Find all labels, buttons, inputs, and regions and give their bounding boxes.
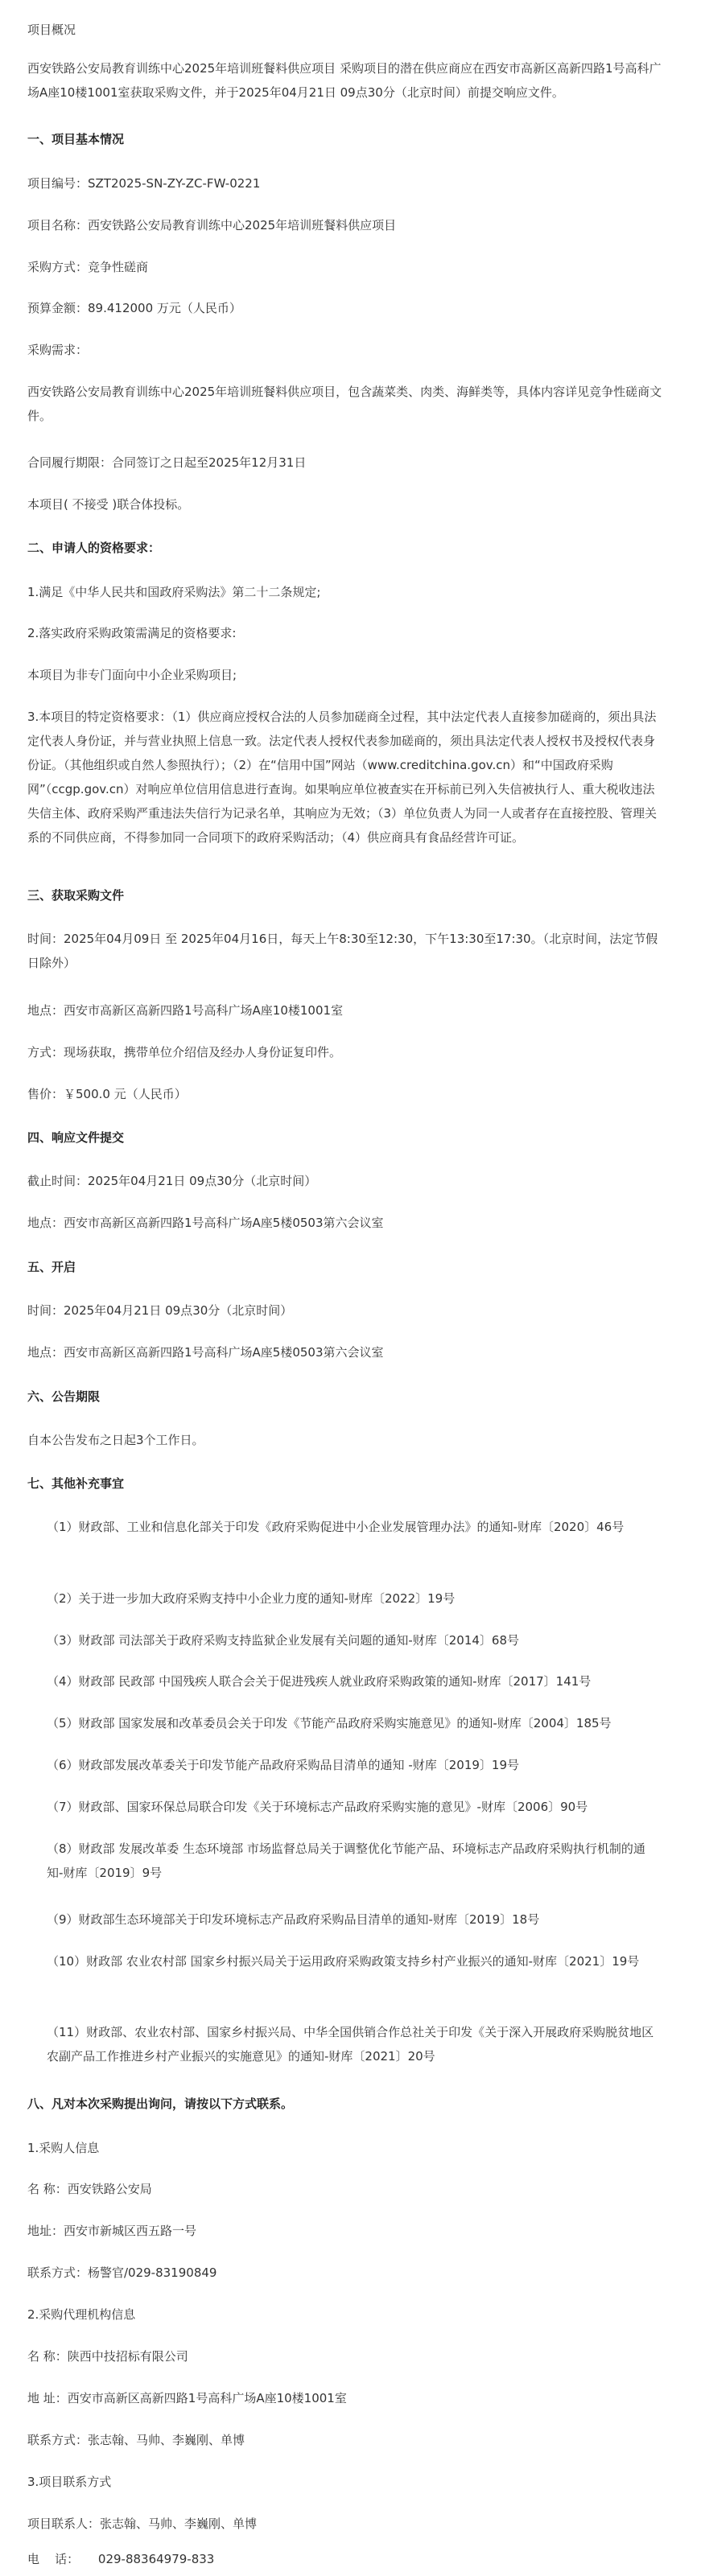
project-overview-label: 项目概况 [27,23,76,37]
agent-address: 地 址：西安市高新区高新四路1号高科广场A座10楼1001室 [27,2391,347,2405]
regulation-item: （1）财政部、工业和信息化部关于印发《政府采购促进中小企业发展管理办法》的通知-财库〔2020〕46号 [47,1520,625,1534]
procurement-need-text: 西安铁路公安局教育训练中心2025年培训班餐料供应项目，包含蔬菜类、肉类、海鲜类等，具体内容详见竞争性磋商文件。 [27,385,662,423]
regulation-item: （2）关于进一步加大政府采购支持中小企业力度的通知-财库〔2022〕19号 [47,1591,456,1606]
project-contact-phone: 电 话： 029-88364979-833 [27,2552,215,2566]
submission-place: 地点：西安市高新区高新四路1号高科广场A座5楼0503第六会议室 [27,1216,384,1230]
regulation-item: （3）财政部 司法部关于政府采购支持监狱企业发展有关问题的通知-财库〔2014〕68号 [47,1633,519,1648]
section-8-title: 八、凡对本次采购提出询问，请按以下方式联系。 [27,2097,294,2111]
obtain-place: 地点：西安市高新区高新四路1号高科广场A座10楼1001室 [27,1003,344,1018]
regulation-item: （10）财政部 农业农村部 国家乡村振兴局关于运用政府采购政策支持乡村产业振兴的通知-财库〔2021〕19号 [47,1954,640,1969]
project-contact-label: 3.项目联系方式 [27,2475,112,2489]
buyer-contact: 联系方式：杨警官/029-83190849 [27,2265,217,2280]
submission-deadline: 截止时间：2025年04月21日 09点30分（北京时间） [27,1174,317,1188]
qualification-2: 2.落实政府采购政策需满足的资格要求: [27,626,237,640]
regulation-item: （6）财政部发展改革委关于印发节能产品政府采购品目清单的通知 -财库〔2019〕19号 [47,1758,519,1772]
agent-contact: 联系方式：张志翰、马帅、李巍刚、单博 [27,2433,245,2447]
agent-name: 名 称：陕西中技招标有限公司 [27,2349,188,2364]
qualification-3: 3.本项目的特定资格要求：（1）供应商应授权合法的人员参加磋商全过程，其中法定代表人直接参加磋商的，须出具法定代表人身份证，并与营业执照上信息一致。法定代表人授权代表参加磋商的，须出具法定代表人授权书及授权代表身份证。（其他组织或自然人参照执行）；（2）在“信用中国”网站（www.creditchina.gov.cn）和“中国政府采购网”（ccgp.gov.cn）对响应单位信用信息进行查询。如果响应单位被查实在开标前已列入失信被执行人、重大税收违法失信主体、政府采购严重违法失信行为记录名单，其响应为无效；（3）单位负责人为同一人或者存在直接控股、管理关系的不同供应商，不得参加同一合同项下的政府采购活动；（4）供应商具有食品经营许可证。 [27,710,658,845]
opening-place: 地点：西安市高新区高新四路1号高科广场A座5楼0503第六会议室 [27,1345,384,1360]
obtain-time: 时间：2025年04月09日 至 2025年04月16日，每天上午8:30至12:30，下午13:30至17:30。（北京时间，法定节假日除外） [27,932,658,970]
procurement-need-label: 采购需求： [27,343,89,357]
announcement-period: 自本公告发布之日起3个工作日。 [27,1433,204,1447]
regulation-item: （8）财政部 发展改革委 生态环境部 市场监督总局关于调整优化节能产品、环境标志产品政府采购执行机制的通知-财库〔2019〕9号 [47,1841,645,1880]
intro-paragraph: 西安铁路公安局教育训练中心2025年培训班餐料供应项目 采购项目的潜在供应商应在西安市高新区高新四路1号高科广场A座10楼1001室获取采购文件，并于2025年04月21日 09点30分（北京时间）前提交响应文件。 [27,61,662,100]
obtain-way: 方式：现场获取，携带单位介绍信及经办人身份证复印件。 [27,1045,342,1060]
qualification-1: 1.满足《中华人民共和国政府采购法》第二十二条规定; [27,585,321,599]
section-5-title: 五、开启 [27,1260,76,1274]
section-1-title: 一、项目基本情况 [27,132,125,146]
document-price: 售价：￥500.0 元（人民币） [27,1087,187,1101]
section-6-title: 六、公告期限 [27,1389,101,1404]
budget-amount: 预算金额：89.412000 万元（人民币） [27,301,241,315]
buyer-name: 名 称：西安铁路公安局 [27,2182,152,2196]
procurement-method: 采购方式：竞争性磋商 [27,260,149,274]
contract-term: 合同履行期限：合同签订之日起至2025年12月31日 [27,455,307,470]
section-2-title: 二、申请人的资格要求： [27,541,161,555]
regulation-item: （11）财政部、农业农村部、国家乡村振兴局、中华全国供销合作总社关于印发《关于深入开展政府采购脱贫地区农副产品工作推进乡村产业振兴的实施意见》的通知-财库〔2021〕20号 [47,2025,654,2064]
section-4-title: 四、响应文件提交 [27,1130,125,1145]
agent-info-label: 2.采购代理机构信息 [27,2307,136,2322]
opening-time: 时间：2025年04月21日 09点30分（北京时间） [27,1303,293,1318]
qualification-2-note: 本项目为非专门面向中小企业采购项目; [27,668,237,682]
section-3-title: 三、获取采购文件 [27,888,125,903]
project-contact-people: 项目联系人：张志翰、马帅、李巍刚、单博 [27,2516,258,2531]
regulation-item: （5）财政部 国家发展和改革委员会关于印发《节能产品政府采购实施意见》的通知-财库〔2004〕185号 [47,1716,612,1730]
section-7-title: 七、其他补充事宜 [27,1476,125,1491]
joint-bid-note: 本项目( 不接受 )联合体投标。 [27,497,190,512]
regulation-item: （7）财政部、国家环保总局联合印发《关于环境标志产品政府采购实施的意见》-财库〔2006〕90号 [47,1800,588,1814]
project-number: 项目编号：SZT2025-SN-ZY-ZC-FW-0221 [27,176,261,191]
project-name: 项目名称：西安铁路公安局教育训练中心2025年培训班餐料供应项目 [27,218,397,232]
buyer-address: 地址：西安市新城区西五路一号 [27,2224,197,2238]
buyer-info-label: 1.采购人信息 [27,2141,100,2155]
regulation-item: （4）财政部 民政部 中国残疾人联合会关于促进残疾人就业政府采购政策的通知-财库〔2017〕141号 [47,1674,592,1689]
regulation-item: （9）财政部生态环境部关于印发环境标志产品政府采购品目清单的通知-财库〔2019〕18号 [47,1912,540,1927]
